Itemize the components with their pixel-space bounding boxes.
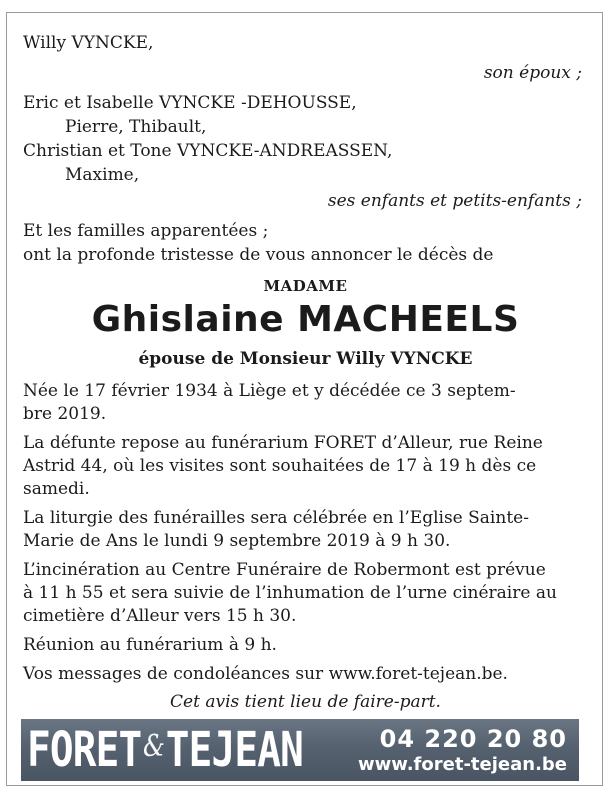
funeral-home-banner xyxy=(21,719,579,781)
body-line: Astrid 44, où les visites sont souhaitées de 17 à 19 h dès ce xyxy=(23,456,537,476)
notice-line-grandchildren-1: Pierre, Thibault, xyxy=(65,117,207,137)
logo-ampersand: & xyxy=(143,729,165,764)
funeral-home-contact xyxy=(358,725,567,777)
body-line: Marie de Ans le lundi 9 septembre 2019 à 9 h 30. xyxy=(23,531,451,551)
notice-line-grandchildren-2: Maxime, xyxy=(65,165,140,185)
notice-line-spouse-role: son époux ; xyxy=(483,63,582,83)
body-line: samedi. xyxy=(23,479,90,499)
deceased-name: Ghislaine MACHEELS xyxy=(91,299,520,340)
notice-line-spouse-name: Willy VYNCKE, xyxy=(23,33,154,53)
notice-line-families: Et les familles apparentées ; xyxy=(23,221,269,241)
logo-text-foret: FORET xyxy=(27,722,142,778)
body-line: cimetière d’Alleur vers 15 h 30. xyxy=(23,606,297,626)
notice-line-announcement: ont la profonde tristesse de vous annoncer le décès de xyxy=(23,245,494,265)
phone-number: 04 220 20 80 xyxy=(379,725,567,753)
logo-text-tejean: TEJEAN xyxy=(165,722,304,778)
spouse-line: épouse de Monsieur Willy VYNCKE xyxy=(138,349,473,369)
body-line: à 11 h 55 et sera suivie de l’inhumation de l’urne cinéraire au xyxy=(23,583,557,603)
website-link[interactable]: www.foret-tejean.be xyxy=(357,754,567,775)
notice-line-child-1: Eric et Isabelle VYNCKE -DEHOUSSE, xyxy=(23,93,357,113)
funeral-home-logo xyxy=(27,723,303,777)
body-line: Née le 17 février 1934 à Liège et y décédée ce 3 septem- xyxy=(23,381,516,401)
body-line: Réunion au funérarium à 9 h. xyxy=(23,635,277,655)
obituary-notice xyxy=(6,12,603,786)
notice-line-children-role: ses enfants et petits-enfants ; xyxy=(327,191,582,211)
body-line: bre 2019. xyxy=(23,404,107,424)
body-line: La défunte repose au funérarium FORET d’Alleur, rue Reine xyxy=(23,433,543,453)
body-line: L’incinération au Centre Funéraire de Robermont est prévue xyxy=(23,560,546,580)
body-line-condolences: Vos messages de condoléances sur www.foret-tejean.be. xyxy=(23,664,508,684)
body-line: La liturgie des funérailles sera célébrée en l’Eglise Sainte- xyxy=(23,508,529,528)
honorific: MADAME xyxy=(263,277,348,295)
notice-line-child-2: Christian et Tone VYNCKE-ANDREASSEN, xyxy=(23,141,393,161)
closing-line: Cet avis tient lieu de faire-part. xyxy=(170,692,441,712)
